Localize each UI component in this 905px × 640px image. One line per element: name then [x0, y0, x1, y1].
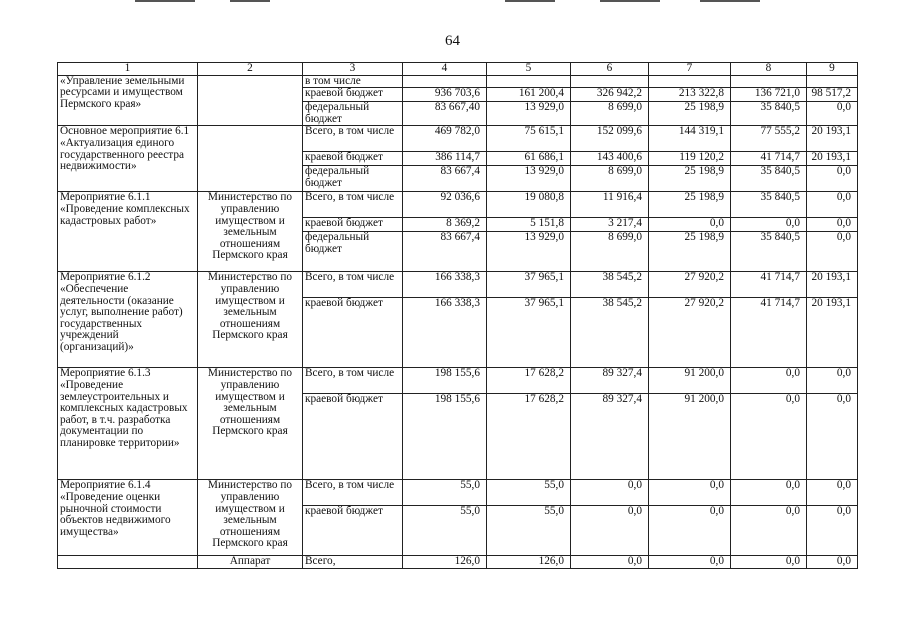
executor-cell: Министерство по управлению имуществом и земельным отношениям Пермского края — [198, 480, 303, 556]
column-header: 2 — [198, 63, 303, 76]
amount-cell: 89 327,4 — [571, 394, 649, 480]
amount-cell: 25 198,9 — [649, 166, 731, 192]
top-edge-rule — [505, 0, 555, 2]
column-header: 1 — [58, 63, 198, 76]
amount-cell: 35 840,5 — [731, 192, 807, 218]
funding-source-cell: федеральный бюджет — [303, 166, 403, 192]
funding-source-cell: краевой бюджет — [303, 394, 403, 480]
amount-cell: 5 151,8 — [487, 218, 571, 232]
amount-cell: 8 699,0 — [571, 166, 649, 192]
amount-cell: 41 714,7 — [731, 298, 807, 368]
amount-cell — [649, 75, 731, 88]
amount-cell: 89 327,4 — [571, 368, 649, 394]
amount-cell: 126,0 — [403, 556, 487, 569]
amount-cell: 0,0 — [649, 480, 731, 506]
funding-source-cell: Всего, в том числе — [303, 126, 403, 152]
amount-cell: 77 555,2 — [731, 126, 807, 152]
amount-cell: 386 114,7 — [403, 152, 487, 166]
amount-cell: 17 628,2 — [487, 394, 571, 480]
header-row — [58, 63, 858, 76]
funding-source-cell: краевой бюджет — [303, 152, 403, 166]
amount-cell: 0,0 — [807, 506, 858, 556]
amount-cell: 213 322,8 — [649, 88, 731, 102]
funding-source-cell: Всего, — [303, 556, 403, 569]
amount-cell: 8 369,2 — [403, 218, 487, 232]
executor-cell: Министерство по управлению имуществом и земельным отношениям Пермского края — [198, 272, 303, 368]
amount-cell: 83 667,4 — [403, 232, 487, 272]
table-row — [58, 126, 858, 152]
amount-cell: 0,0 — [731, 480, 807, 506]
amount-cell: 37 965,1 — [487, 298, 571, 368]
amount-cell: 75 615,1 — [487, 126, 571, 152]
amount-cell: 27 920,2 — [649, 272, 731, 298]
amount-cell: 198 155,6 — [403, 394, 487, 480]
table-row — [58, 480, 858, 506]
amount-cell — [487, 75, 571, 88]
amount-cell: 41 714,7 — [731, 272, 807, 298]
amount-cell: 0,0 — [731, 218, 807, 232]
column-header: 7 — [649, 63, 731, 76]
amount-cell: 3 217,4 — [571, 218, 649, 232]
amount-cell: 0,0 — [731, 368, 807, 394]
table-row — [58, 75, 858, 88]
amount-cell: 8 699,0 — [571, 232, 649, 272]
funding-source-cell: федеральный бюджет — [303, 232, 403, 272]
amount-cell: 0,0 — [807, 102, 858, 126]
table-row — [58, 272, 858, 298]
amount-cell: 25 198,9 — [649, 192, 731, 218]
column-header: 9 — [807, 63, 858, 76]
column-header: 4 — [403, 63, 487, 76]
amount-cell: 27 920,2 — [649, 298, 731, 368]
amount-cell: 83 667,4 — [403, 166, 487, 192]
amount-cell: 25 198,9 — [649, 232, 731, 272]
amount-cell: 25 198,9 — [649, 102, 731, 126]
top-edge-rule — [700, 0, 760, 2]
amount-cell: 55,0 — [403, 506, 487, 556]
amount-cell: 20 193,1 — [807, 272, 858, 298]
top-edge-rule — [600, 0, 660, 2]
program-name-cell: Мероприятие 6.1.4 «Проведение оценки рыночной стоимости объектов недвижимого имущества» — [58, 480, 198, 556]
amount-cell: 0,0 — [807, 166, 858, 192]
amount-cell: 0,0 — [649, 506, 731, 556]
amount-cell: 38 545,2 — [571, 272, 649, 298]
program-name-cell — [58, 556, 198, 569]
executor-cell: Министерство по управлению имуществом и земельным отношениям Пермского края — [198, 192, 303, 272]
amount-cell — [403, 75, 487, 88]
funding-source-cell: краевой бюджет — [303, 506, 403, 556]
column-header: 8 — [731, 63, 807, 76]
amount-cell: 0,0 — [571, 556, 649, 569]
amount-cell: 13 929,0 — [487, 232, 571, 272]
program-name-cell: Мероприятие 6.1.3 «Проведение землеустроительных и комплексных кадастровых работ, в т.ч. разработка документации по планировке территории» — [58, 368, 198, 480]
amount-cell: 152 099,6 — [571, 126, 649, 152]
amount-cell: 0,0 — [731, 394, 807, 480]
amount-cell: 143 400,6 — [571, 152, 649, 166]
amount-cell: 144 319,1 — [649, 126, 731, 152]
amount-cell: 326 942,2 — [571, 88, 649, 102]
amount-cell: 0,0 — [807, 368, 858, 394]
amount-cell — [807, 75, 858, 88]
amount-cell: 17 628,2 — [487, 368, 571, 394]
budget-table — [57, 62, 858, 569]
executor-cell — [198, 126, 303, 192]
amount-cell: 0,0 — [731, 556, 807, 569]
amount-cell: 20 193,1 — [807, 126, 858, 152]
amount-cell: 0,0 — [807, 556, 858, 569]
amount-cell: 20 193,1 — [807, 152, 858, 166]
amount-cell: 61 686,1 — [487, 152, 571, 166]
amount-cell: 55,0 — [487, 480, 571, 506]
amount-cell: 83 667,40 — [403, 102, 487, 126]
amount-cell: 20 193,1 — [807, 298, 858, 368]
amount-cell: 0,0 — [571, 480, 649, 506]
amount-cell: 0,0 — [731, 506, 807, 556]
amount-cell: 166 338,3 — [403, 298, 487, 368]
funding-source-cell: в том числе — [303, 75, 403, 88]
amount-cell: 0,0 — [807, 480, 858, 506]
executor-cell — [198, 75, 303, 126]
amount-cell: 936 703,6 — [403, 88, 487, 102]
amount-cell: 0,0 — [807, 394, 858, 480]
amount-cell: 0,0 — [807, 232, 858, 272]
amount-cell: 166 338,3 — [403, 272, 487, 298]
program-name-cell: Основное мероприятие 6.1 «Актуализация единого государственного реестра недвижимости» — [58, 126, 198, 192]
funding-source-cell: Всего, в том числе — [303, 192, 403, 218]
amount-cell: 136 721,0 — [731, 88, 807, 102]
amount-cell: 37 965,1 — [487, 272, 571, 298]
page-number: 64 — [445, 33, 460, 49]
amount-cell: 0,0 — [571, 506, 649, 556]
amount-cell: 8 699,0 — [571, 102, 649, 126]
amount-cell: 119 120,2 — [649, 152, 731, 166]
column-header: 3 — [303, 63, 403, 76]
amount-cell: 19 080,8 — [487, 192, 571, 218]
funding-source-cell: краевой бюджет — [303, 88, 403, 102]
amount-cell: 55,0 — [403, 480, 487, 506]
column-header: 6 — [571, 63, 649, 76]
amount-cell: 0,0 — [649, 556, 731, 569]
top-edge-rule — [135, 0, 195, 2]
funding-source-cell: краевой бюджет — [303, 218, 403, 232]
funding-source-cell: краевой бюджет — [303, 298, 403, 368]
amount-cell: 0,0 — [649, 218, 731, 232]
amount-cell: 35 840,5 — [731, 166, 807, 192]
amount-cell: 55,0 — [487, 506, 571, 556]
funding-source-cell: федеральный бюджет — [303, 102, 403, 126]
funding-source-cell: Всего, в том числе — [303, 480, 403, 506]
amount-cell: 98 517,2 — [807, 88, 858, 102]
amount-cell — [731, 75, 807, 88]
amount-cell: 35 840,5 — [731, 232, 807, 272]
amount-cell: 0,0 — [807, 218, 858, 232]
funding-source-cell: Всего, в том числе — [303, 272, 403, 298]
top-edge-rule — [230, 0, 270, 2]
program-name-cell: Мероприятие 6.1.2 «Обеспечение деятельности (оказание услуг, выполнение работ) государственных учреждений (организаций)» — [58, 272, 198, 368]
executor-cell: Аппарат — [198, 556, 303, 569]
amount-cell: 35 840,5 — [731, 102, 807, 126]
funding-source-cell: Всего, в том числе — [303, 368, 403, 394]
column-header: 5 — [487, 63, 571, 76]
amount-cell: 11 916,4 — [571, 192, 649, 218]
amount-cell: 13 929,0 — [487, 102, 571, 126]
amount-cell: 469 782,0 — [403, 126, 487, 152]
amount-cell: 13 929,0 — [487, 166, 571, 192]
amount-cell: 92 036,6 — [403, 192, 487, 218]
table-row — [58, 192, 858, 218]
program-name-cell: «Управление земельными ресурсами и имуществом Пермского края» — [58, 75, 198, 126]
amount-cell: 41 714,7 — [731, 152, 807, 166]
amount-cell: 198 155,6 — [403, 368, 487, 394]
amount-cell: 91 200,0 — [649, 394, 731, 480]
amount-cell: 161 200,4 — [487, 88, 571, 102]
amount-cell: 0,0 — [807, 192, 858, 218]
table-body — [58, 63, 858, 569]
amount-cell: 91 200,0 — [649, 368, 731, 394]
amount-cell: 38 545,2 — [571, 298, 649, 368]
table-row — [58, 556, 858, 569]
amount-cell: 126,0 — [487, 556, 571, 569]
program-name-cell: Мероприятие 6.1.1 «Проведение комплексных кадастровых работ» — [58, 192, 198, 272]
table-row — [58, 368, 858, 394]
executor-cell: Министерство по управлению имуществом и земельным отношениям Пермского края — [198, 368, 303, 480]
amount-cell — [571, 75, 649, 88]
